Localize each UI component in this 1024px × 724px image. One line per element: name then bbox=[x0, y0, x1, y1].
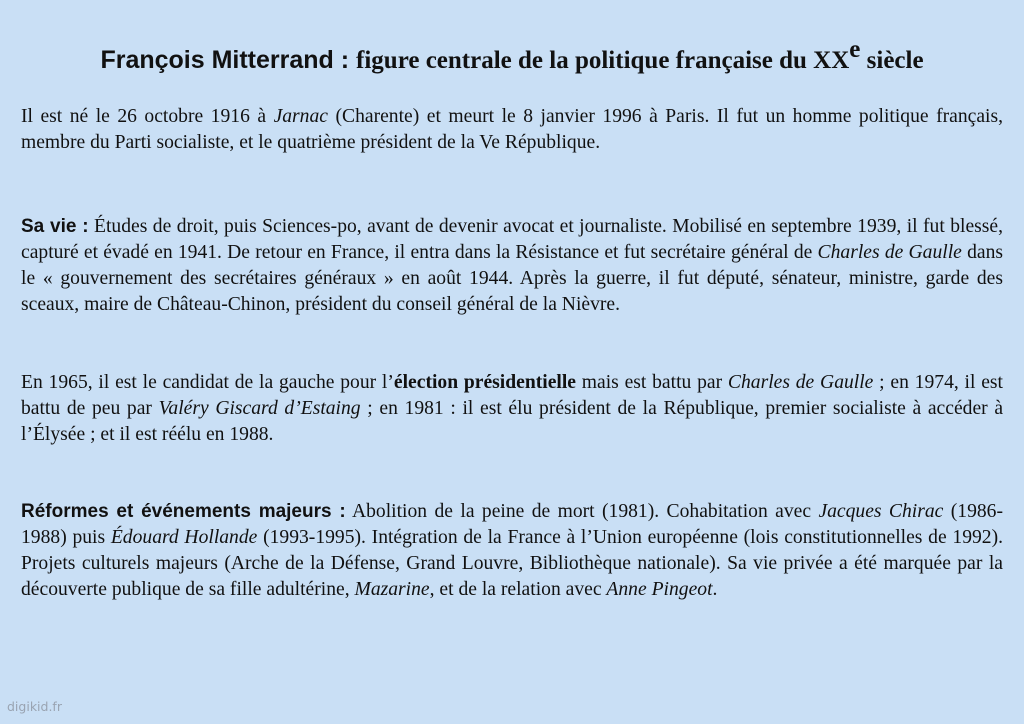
vie-paragraph bbox=[21, 214, 1003, 318]
election-person-1: Charles de Gaulle bbox=[727, 372, 874, 393]
reformes-person-2: Édouard Hollande bbox=[110, 527, 258, 548]
election-paragraph bbox=[21, 370, 1003, 448]
election-strong: élection présidentielle bbox=[393, 372, 576, 393]
election-text-1: En 1965, il est le candidat de la gauche pour l’ bbox=[21, 372, 394, 393]
reformes-label: Réformes et événements majeurs : bbox=[21, 501, 346, 522]
reformes-text-1: Abolition de la peine de mort (1981). Cohabitation avec bbox=[345, 501, 819, 522]
reformes-text-5: . bbox=[712, 579, 718, 600]
title-subtitle: figure centrale de la politique française du XX bbox=[356, 47, 850, 74]
source-footer: digikid.fr bbox=[7, 699, 62, 714]
intro-text-1: Il est né le 26 octobre 1916 à bbox=[21, 106, 274, 127]
election-text-3: ; en 1974, il est battu de peu par bbox=[21, 372, 1003, 419]
election-person-2: Valéry Giscard d’Estaing bbox=[158, 398, 361, 419]
reformes-text-2: (1986-1988) puis bbox=[21, 501, 1004, 548]
intro-paragraph bbox=[21, 104, 1003, 156]
reformes-person-3: Mazarine bbox=[354, 579, 430, 600]
page-title bbox=[0, 36, 1024, 76]
title-name: François Mitterrand : bbox=[100, 46, 357, 74]
title-tail: siècle bbox=[860, 47, 924, 74]
reformes-text-4: , et de la relation avec bbox=[429, 579, 607, 600]
vie-text-2: dans le « gouvernement des secrétaires généraux » en août 1944. Après la guerre, il fut député, sénateur, ministre, garde des sceaux, maire de Château-Chinon, président du conseil général de la Nièvre. bbox=[21, 242, 1003, 315]
reformes-text-3: (1993-1995). Intégration de la France à l’Union européenne (lois constitutionnelles de 1992). Projets culturels majeurs (Arche de la Défense, Grand Louvre, Bibliothèque nationale). Sa vie privée a été marquée par la découverte publique de sa fille adultérine, bbox=[21, 527, 1004, 600]
vie-label: Sa vie : bbox=[21, 216, 89, 237]
vie-text-1: Études de droit, puis Sciences-po, avant de devenir avocat et journaliste. Mobilisé en septembre 1939, il fut blessé, capturé et évadé en 1941. De retour en France, il entra dans la Résistance et fut secrétaire général de bbox=[21, 216, 1003, 263]
reformes-person-1: Jacques Chirac bbox=[818, 501, 944, 522]
title-superscript: e bbox=[849, 36, 861, 63]
vie-person: Charles de Gaulle bbox=[817, 242, 962, 263]
intro-text-2: (Charente) et meurt le 8 janvier 1996 à Paris. Il fut un homme politique français, membre du Parti socialiste, et le quatrième président de la Ve République. bbox=[21, 106, 1003, 153]
election-text-2: mais est battu par bbox=[576, 372, 728, 393]
election-text-4: ; en 1981 : il est élu président de la République, premier socialiste à accéder à l’Élysée ; et il est réélu en 1988. bbox=[21, 398, 1004, 445]
reformes-paragraph bbox=[21, 499, 1003, 603]
intro-place: Jarnac bbox=[273, 106, 328, 127]
reformes-person-4: Anne Pingeot bbox=[606, 579, 713, 600]
